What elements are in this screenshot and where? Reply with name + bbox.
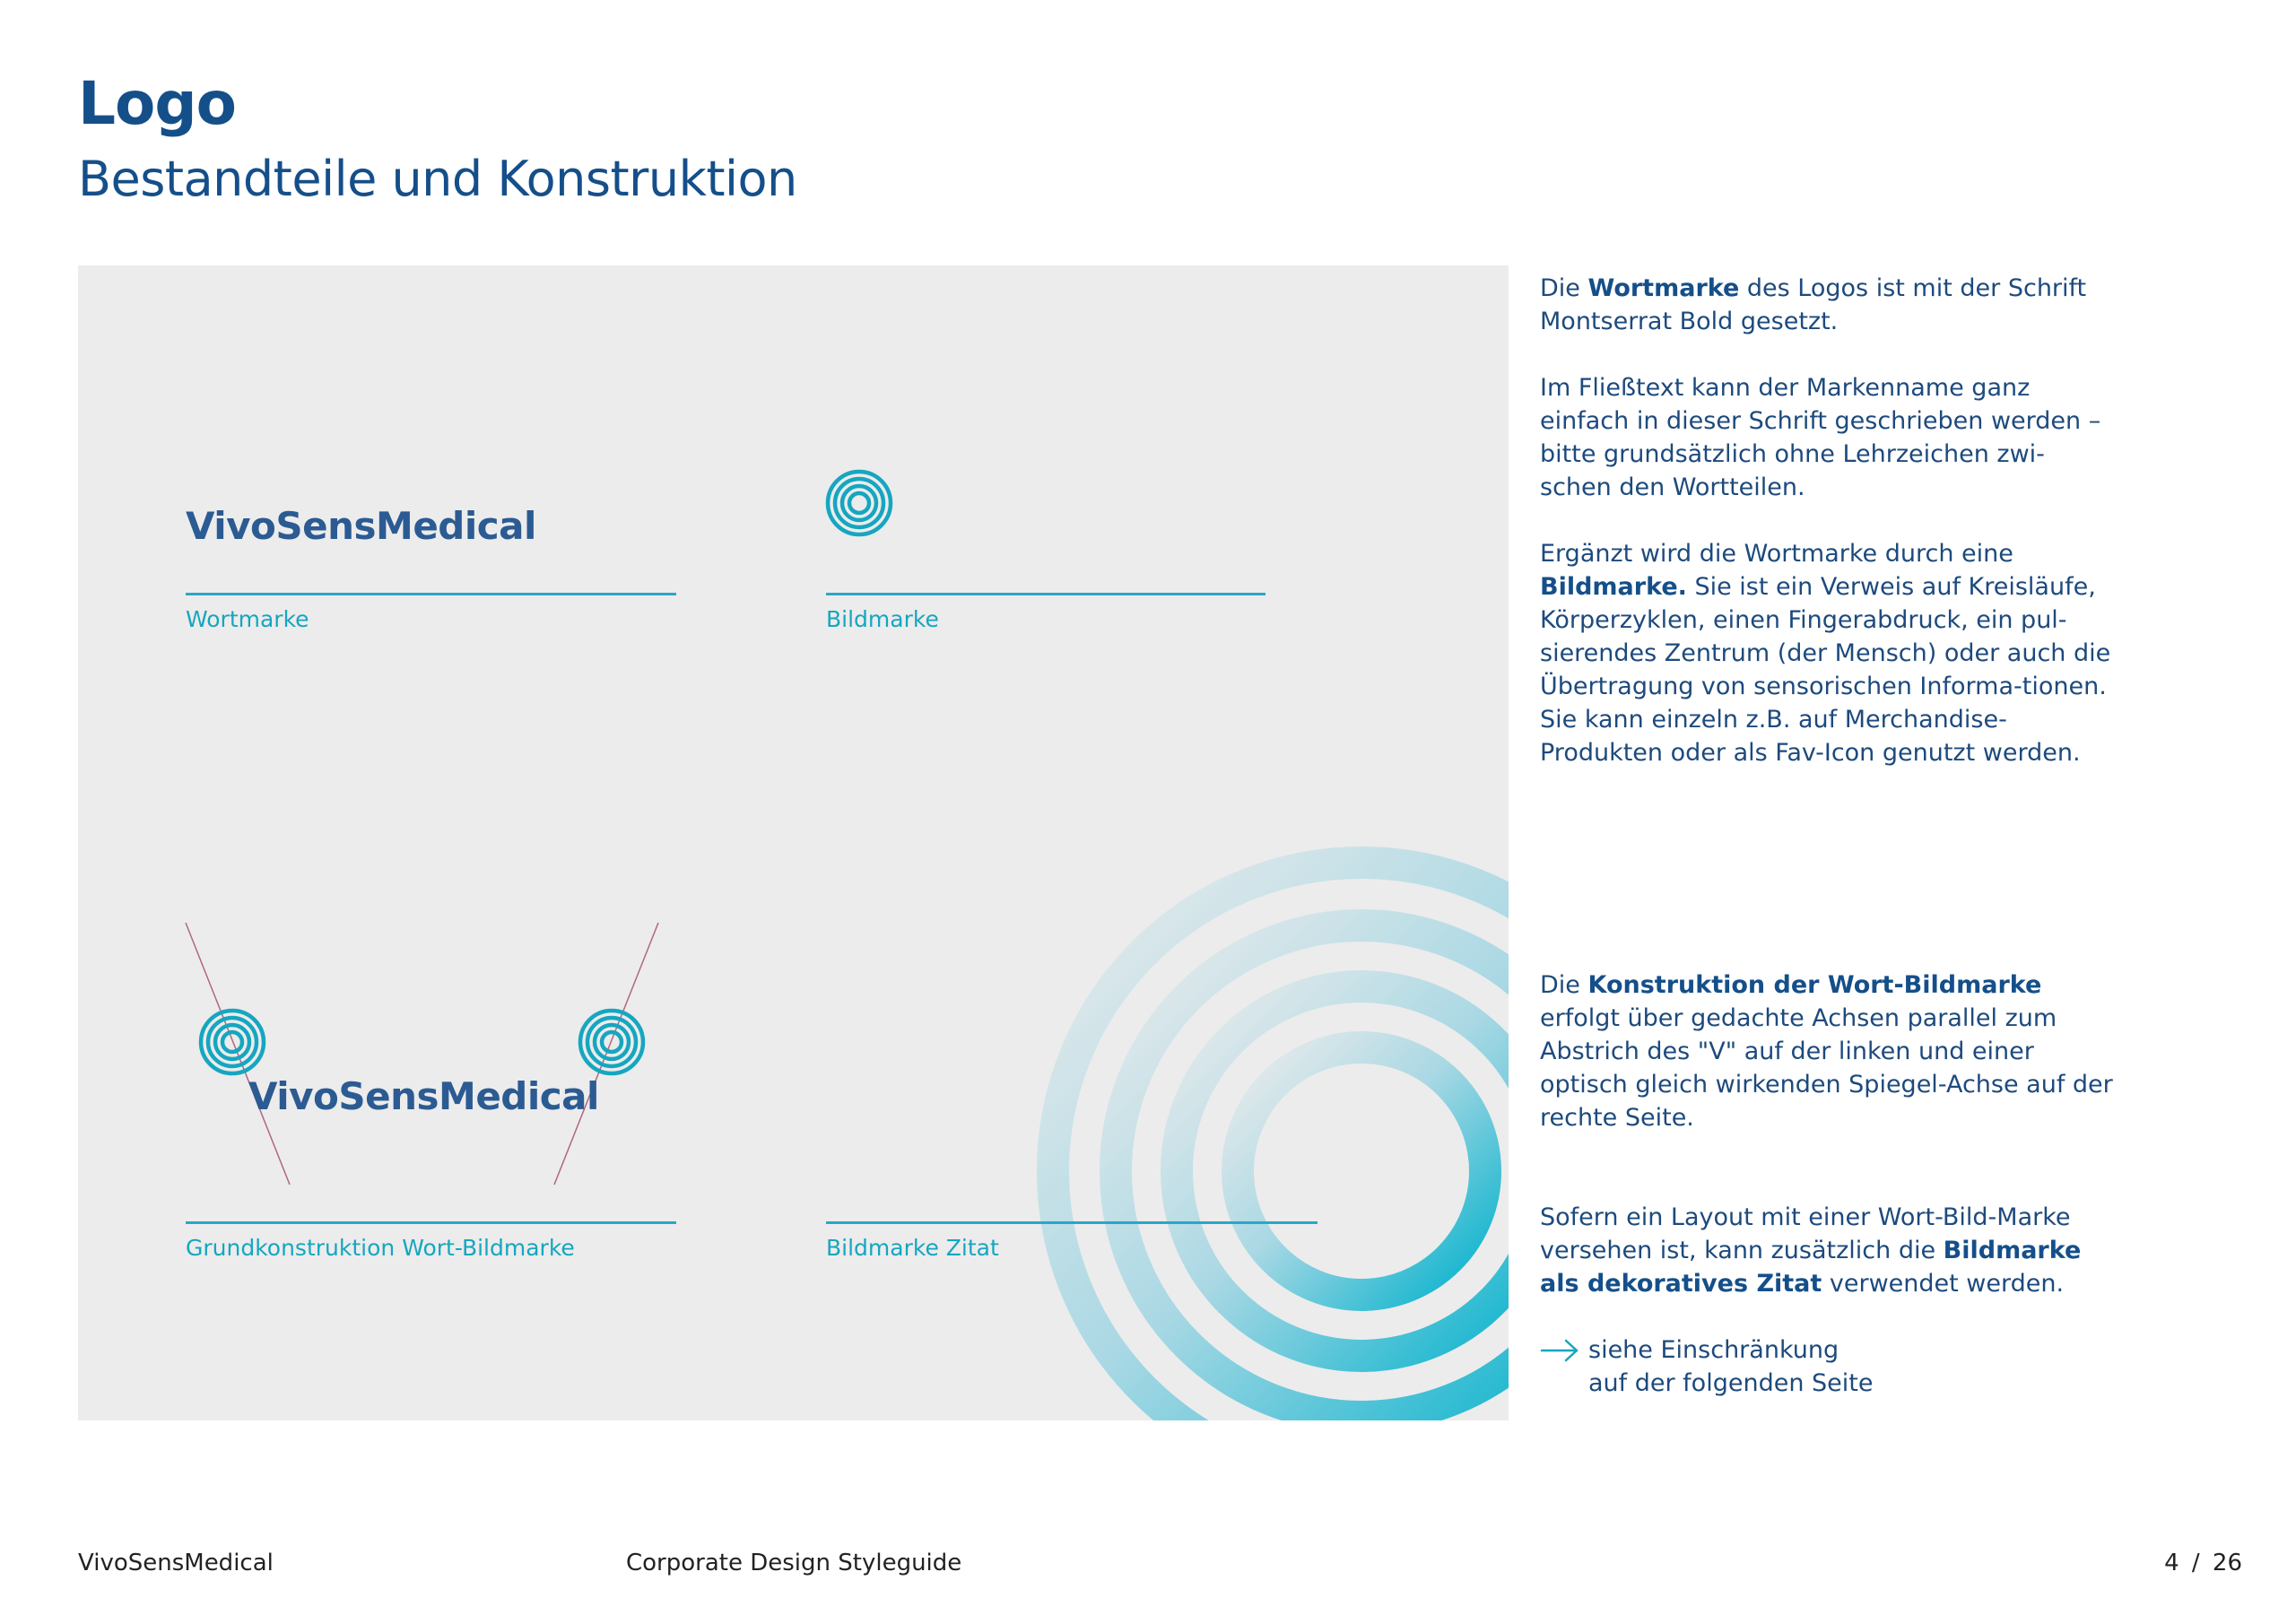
fliesstext-paragraph: Im Fließtext kann der Markenname ganz einfach in dieser Schrift geschrieben werden – bitte grundsätzlich ohne Lehrzeichen zwi-schen den Wortteilen. xyxy=(1540,374,2101,501)
page-current: 4 xyxy=(2164,1550,2179,1576)
page-subtitle: Bestandteile und Konstruktion xyxy=(78,151,797,207)
note-line-1: siehe Einschränkung xyxy=(1588,1336,1839,1364)
grundkonstruktion-caption: Grundkonstruktion Wort-Bildmarke xyxy=(186,1235,575,1261)
concentric-circles-icon xyxy=(197,1007,267,1077)
concentric-circles-icon xyxy=(824,468,894,538)
footer-doc-title: Corporate Design Styleguide xyxy=(626,1550,962,1576)
page-number xyxy=(2164,1550,2242,1576)
footer-brand: VivoSensMedical xyxy=(78,1550,274,1576)
wortmarke-caption: Wortmarke xyxy=(186,606,309,632)
zitat-caption: Bildmarke Zitat xyxy=(826,1235,999,1261)
grundkonstruktion-rule xyxy=(186,1221,676,1224)
page-total: 26 xyxy=(2212,1550,2242,1576)
logo-panel xyxy=(78,265,1509,1420)
page-separator: / xyxy=(2191,1550,2200,1576)
bildmarke-rule xyxy=(826,593,1265,595)
restriction-note xyxy=(1540,1333,2114,1400)
wortmarke-paragraph: Die Wortmarke des Logos ist mit der Schrift Montserrat Bold gesetzt. xyxy=(1540,274,2087,335)
description-lower xyxy=(1540,968,2114,1400)
description-upper xyxy=(1540,272,2114,769)
bildmarke-caption: Bildmarke xyxy=(826,606,939,632)
konstruktion-paragraph: Die Konstruktion der Wort-Bildmarke erfolgt über gedachte Achsen parallel zum Abstrich des "V" auf der linken und einer optisch gleich wirkenden Spiegel-Achse auf der rechte Seite. xyxy=(1540,971,2113,1132)
arrow-right-icon xyxy=(1540,1339,1579,1362)
concentric-circles-icon xyxy=(577,1007,647,1077)
bildmarke-paragraph: Ergänzt wird die Wortmarke durch eine Bildmarke. Sie ist ein Verweis auf Kreisläufe, Körperzyklen, einen Fingerabdruck, ein pul-sierendes Zentrum (der Mensch) oder auch die Übertragung von sensorischen Informa-tionen. Sie kann einzeln z.B. auf Merchandise-Produkten oder als Fav-Icon genutzt werden. xyxy=(1540,540,2111,767)
page-title: Logo xyxy=(78,69,236,138)
zitat-rule xyxy=(826,1221,1318,1224)
wortmarke-sample: VivoSensMedical xyxy=(186,504,536,548)
zitat-paragraph: Sofern ein Layout mit einer Wort-Bild-Marke versehen ist, kann zusätzlich die Bildmarke als dekoratives Zitat verwendet werden. xyxy=(1540,1203,2082,1298)
construction-wordmark: VivoSensMedical xyxy=(248,1074,599,1118)
note-line-2: auf der folgenden Seite xyxy=(1588,1369,1874,1397)
